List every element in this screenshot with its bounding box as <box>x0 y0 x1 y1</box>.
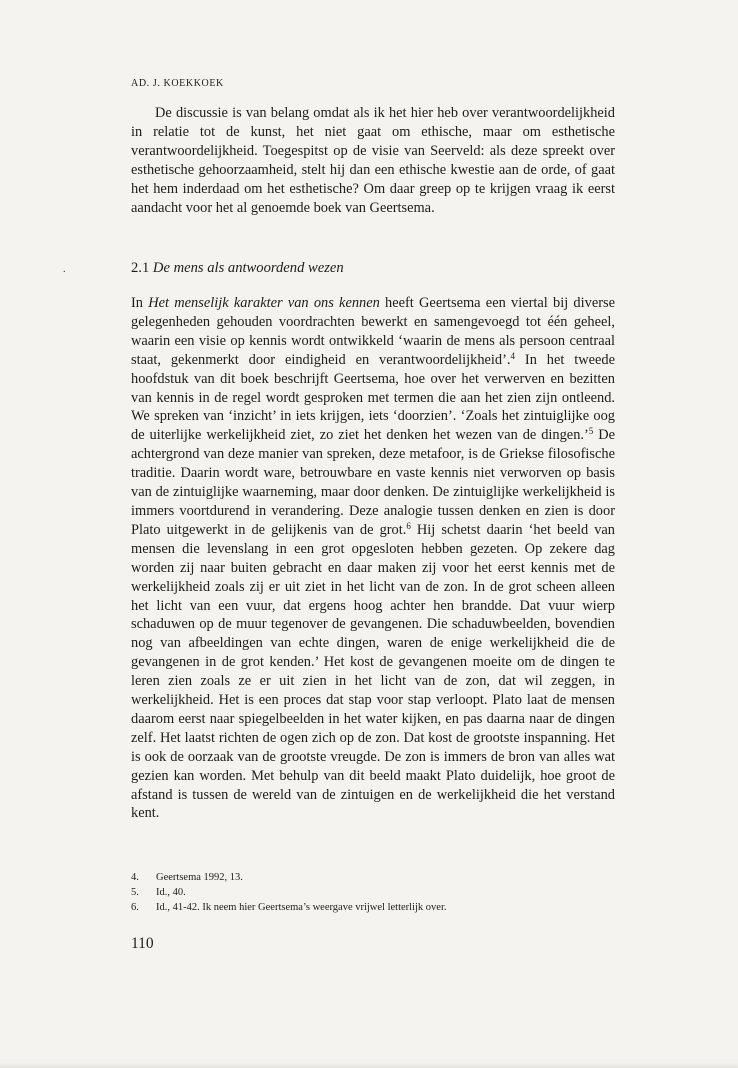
footnote-number: 5. <box>131 887 139 898</box>
paragraph-intro: De discussie is van belang omdat als ik het hier heb over verantwoordelijkheid in relatie tot de kunst, het niet gaat om ethische, maar om esthetische verantwoordelijkheid. Toegespitst op de visie van Seerveld: als deze spreekt over esthetische gehoorzaamheid, stelt hij dan een ethische kwestie aan de orde, of gaat het hem inderdaad om het esthetische? Om daar greep op te krijgen vraag ik eerst aandacht voor het al genoemde boek van Geertsema. <box>131 105 615 216</box>
paragraph-segment-3: De achtergrond van deze manier van spreken, deze metafoor, is de Griekse filosofische traditie. Daarin wordt ware, betrouwbare en vaste kennis niet verworven op basis van de zintuiglijke waarneming, maar door denken. De zintuiglijke werkelijkheid is immers voortdurend in verandering. Deze analogie tussen denken en zien is door Plato uitgewerkt in de gelijkenis van de grot. <box>131 427 615 538</box>
footnote-item <box>131 870 615 885</box>
footnote-ref-6[interactable]: 6 <box>406 520 411 531</box>
paragraph-segment-2: In het tweede hoofdstuk van dit boek beschrijft Geertsema, hoe over het verwerven en bezitten van kennis in de regel wordt gesproken met termen die aan het zien zijn ontleend. We spreken van ‘inzicht’ in iets krijgen, iets ‘doorzien’. ‘Zoals het zintuiglijke oog de uiterlijke werkelijkheid ziet, zo ziet het denken het wezen van de dingen.’ <box>131 351 615 444</box>
book-title: Het menselijk karakter van ons kennen <box>148 295 380 311</box>
stray-mark: . <box>63 264 66 275</box>
footnote-text: Geertsema 1992, 13. <box>156 872 243 883</box>
section-number: 2.1 <box>131 260 150 276</box>
footnote-text: Id., 41-42. Ik neem hier Geertsema’s weergave vrijwel letterlijk over. <box>156 902 447 913</box>
paragraph-segment-1: heeft Geertsema een viertal bij diverse gelegenheden gehouden voordrachten bewerkt en samengevoegd tot één geheel, waarin een visie op kennis wordt ontwikkeld ‘waarin de mens als persoon centraal staat, gekenmerkt door eindigheid en verantwoordelijkheid’. <box>131 295 615 368</box>
footnote-number: 6. <box>131 902 139 913</box>
footnote-ref-5[interactable]: 5 <box>588 426 594 437</box>
footnote-item <box>131 885 615 900</box>
section-title: De mens als antwoordend wezen <box>152 260 344 276</box>
page-number: 110 <box>131 935 154 952</box>
scan-edge <box>0 1062 738 1068</box>
footnote-number: 4. <box>131 872 139 883</box>
section-heading <box>131 260 344 277</box>
footnote-ref-4[interactable]: 4 <box>510 350 516 361</box>
paragraph-segment-4: Hij schetst daarin ‘het beeld van mensen die levenslang in een grot opgesloten hebben gezeten. Op zekere dag worden zij naar buiten gebracht en daar maken zij voor het eerst kennis met de werkelijkheid zoals zij er uit ziet in het licht van de zon. In de grot scheen alleen het licht van een vuur, dat ergens hoog achter hen brandde. Dat vuur wierp schaduwen op de muur tegenover de gevangenen. Die schaduwbeelden, bovendien nog van afbeeldingen van echte dingen, waren de enige werkelijkheid die de gevangenen in de grot kenden.’ Het kost de gevangenen moeite om de dingen te leren zien zoals ze er uit zien in het licht van de zon, dat wil zeggen, in werkelijkheid. Het is een proces dat stap voor stap verloopt. Plato laat de mensen daarom eerst naar spiegelbeelden in het water kijken, en pas daarna naar de dingen zelf. Het laatst richten de ogen zich op de zon. Dat kost de grootste inspanning. Het is ook de oorzaak van de grootste vreugde. De zon is immers de bron van alles wat gezien kan worden. Met behulp van dit beeld maakt Plato duidelijk, hoe groot de afstand is tussen de wereld van de zintuigen en de werkelijkheid die het verstand kent. <box>131 521 615 822</box>
footnotes <box>131 870 615 915</box>
footnote-item <box>131 900 615 915</box>
paragraph-main <box>131 294 615 823</box>
footnote-text: Id., 40. <box>156 887 186 898</box>
paragraph-lead: In <box>131 295 149 311</box>
running-head: AD. J. KOEKKOEK <box>131 78 224 89</box>
